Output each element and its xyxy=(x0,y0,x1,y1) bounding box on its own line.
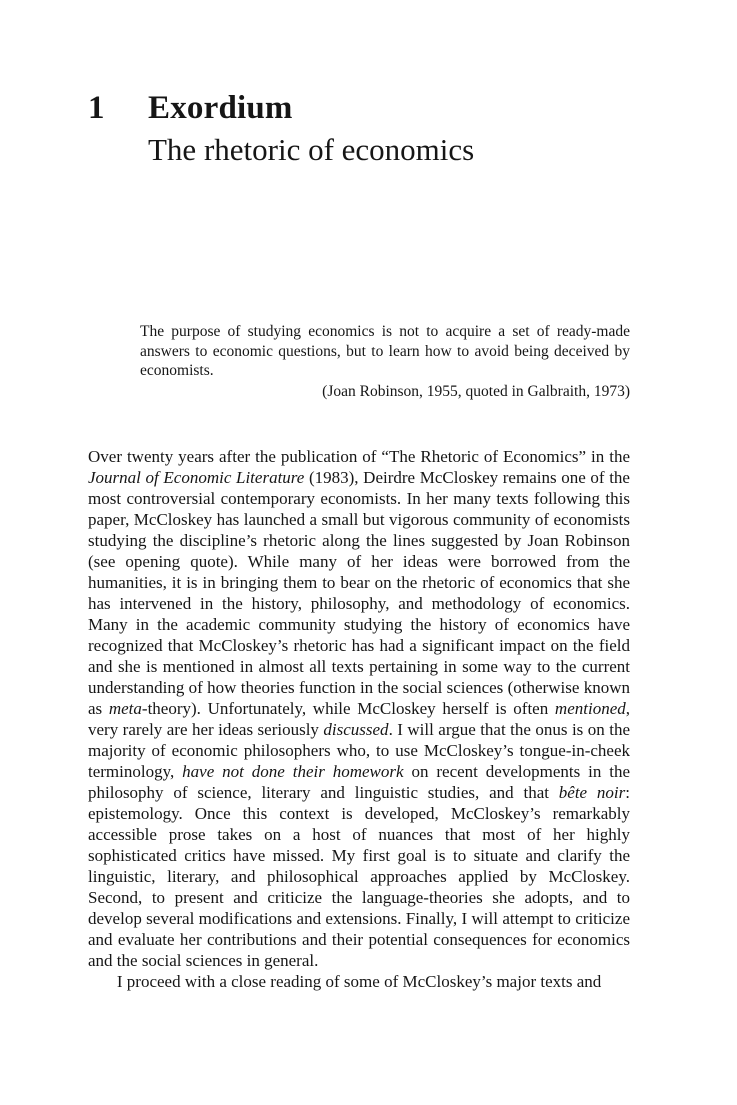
chapter-title-row xyxy=(88,90,630,126)
text-run: (1983), Deirdre McCloskey remains one of the most controversial contemporary economists. In her many texts following this paper, McCloskey has launched a small but vigorous community of economists studying the discipline’s rhetoric along the lines suggested by Joan Robinson (see opening quote). While many of her ideas were borrowed from the humanities, it is in bringing them to bear on the rhetoric of economics that she has intervened in the history, philosophy, and methodology of economics. Many in the academic community studying the history of economics have recognized that McCloskey’s rhetoric has had a significant impact on the field and she is mentioned in almost all texts pertaining in some way to the current understanding of how theories function in the social sciences (otherwise known as xyxy=(88,467,630,718)
epigraph-attribution: (Joan Robinson, 1955, quoted in Galbraith, 1973) xyxy=(322,383,630,401)
text-run: on recent developments in the philosophy of science, literary and linguistic studies, and that xyxy=(88,761,631,802)
chapter-heading xyxy=(88,90,630,167)
page-body xyxy=(88,446,630,992)
paragraph-1 xyxy=(88,446,630,971)
text-run: : epistemology. Once this context is developed, McCloskey’s remarkably accessible prose takes on a host of nuances that most of her highly sophisticated critics have missed. My first goal is to situate and clarify the linguistic, literary, and philosophical approaches applied by McCloskey. Second, to present and criticize the language-theories she adopts, and to develop several modifications and extensions. Finally, I will attempt to criticize and evaluate her contributions and their potential consequences for economics and the social sciences in general. xyxy=(88,782,630,970)
text-run: . I will argue that the onus is on the majority of economic philosophers who, to use McCloskey’s tongue-in-cheek terminology, xyxy=(88,719,630,781)
epigraph-quote: The purpose of studying economics is not to acquire a set of ready-made answers to economic questions, but to learn how to avoid being deceived by economists. xyxy=(140,323,630,379)
chapter-title: Exordium xyxy=(148,90,293,126)
italic-run-homework: have not done their homework xyxy=(182,761,404,781)
italic-run-meta: meta xyxy=(108,698,142,718)
paragraph-2: I proceed with a close reading of some of McCloskey’s major texts and xyxy=(116,971,602,991)
chapter-subtitle: The rhetoric of economics xyxy=(148,132,475,168)
italic-run-discussed: discussed xyxy=(323,719,389,739)
text-run: -theory). Unfortunately, while McCloskey herself is often xyxy=(141,698,555,718)
italic-run-mentioned: mentioned xyxy=(554,698,626,718)
text-run: Over twenty years after the publication of “The Rhetoric of Economics” in the xyxy=(88,446,630,466)
italic-run-bete-noir: bête noir xyxy=(558,782,626,802)
epigraph xyxy=(140,322,630,401)
italic-run-journal-title: Journal of Economic Literature xyxy=(88,467,305,487)
chapter-number: 1 xyxy=(88,90,105,126)
text-run: , very rarely are her ideas seriously xyxy=(88,698,630,739)
